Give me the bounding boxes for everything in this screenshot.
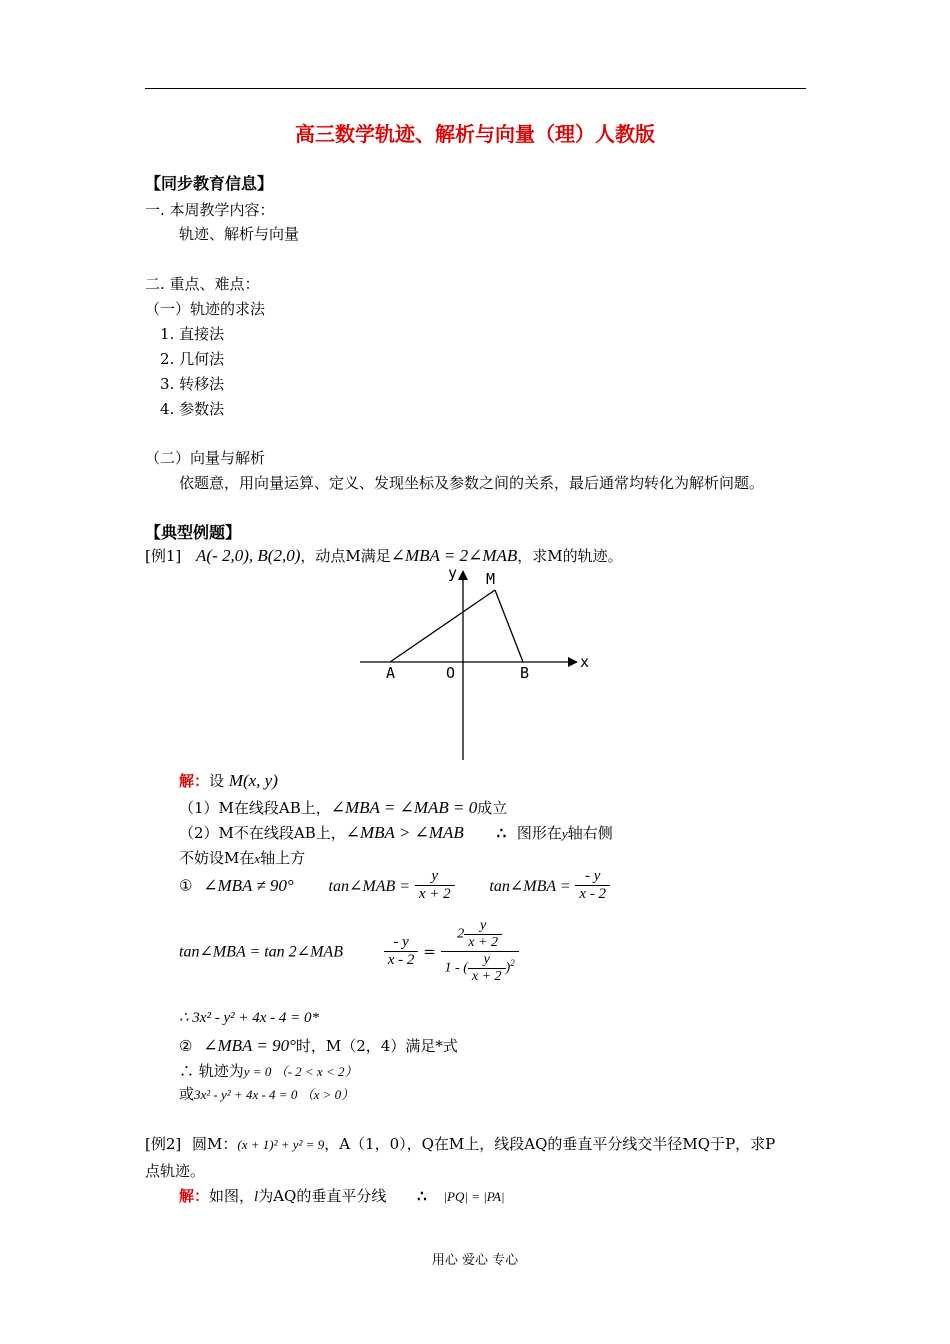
step2-expr: ∠MBA = 90° bbox=[203, 1036, 296, 1055]
x-label: x bbox=[580, 653, 590, 671]
method-item: 2. 几何法 bbox=[160, 350, 225, 368]
denominator: x - 2 bbox=[579, 886, 607, 902]
distance-expr: |PQ| = |PA| bbox=[443, 1189, 505, 1204]
example1-mid: ，动点M满足 bbox=[300, 547, 391, 565]
denominator: x - 2 bbox=[387, 952, 415, 968]
assume-var: x bbox=[254, 851, 261, 866]
double-angle-line bbox=[179, 918, 519, 985]
double-angle-expr: tan∠MBA = tan 2∠MAB bbox=[179, 943, 343, 961]
coefficient: 2 bbox=[457, 926, 465, 942]
y-label: y bbox=[448, 564, 458, 582]
compound-denominator bbox=[441, 952, 519, 985]
step2-post: 时，M（2，4）满足*式 bbox=[295, 1037, 458, 1055]
step1-mark: ① bbox=[179, 876, 193, 895]
case1-expr: ∠MBA = ∠MAB = 0 bbox=[330, 798, 478, 817]
equals-sign: = bbox=[423, 942, 436, 961]
compound-fraction bbox=[441, 918, 519, 985]
solution-label: 解： bbox=[179, 1187, 210, 1205]
example-label: [例1] bbox=[145, 547, 182, 565]
subheading-trajectory: （一）轨迹的求法 bbox=[145, 300, 266, 318]
numerator: - y bbox=[575, 868, 610, 886]
step2-mark: ② bbox=[179, 1037, 193, 1055]
fraction bbox=[384, 934, 419, 969]
solution1-set bbox=[179, 770, 278, 791]
item-key-points: 二. 重点、难点： bbox=[145, 275, 260, 293]
fraction bbox=[415, 868, 455, 903]
example2-line1 bbox=[145, 1133, 775, 1154]
assume-line bbox=[179, 847, 305, 868]
case1-line bbox=[179, 797, 507, 818]
vector-description: 依题意，用向量运算、定义、发现坐标及参数之间的关系，最后通常均转化为解析问题。 bbox=[179, 474, 765, 492]
method-item: 4. 参数法 bbox=[160, 400, 225, 418]
numerator: y bbox=[415, 868, 455, 886]
or-text: 或 bbox=[179, 1085, 195, 1103]
example2-text-a: 圆M： bbox=[192, 1135, 238, 1153]
den-suffix: ) bbox=[505, 960, 511, 976]
page-title: 高三数学轨迹、解析与向量（理）人教版 bbox=[295, 122, 655, 146]
case2-text: （2）M不在线段AB上， bbox=[179, 824, 346, 842]
denominator: x + 2 bbox=[418, 886, 451, 902]
case2-var: y bbox=[561, 826, 568, 841]
example1-tail: ，求M的轨迹。 bbox=[517, 547, 623, 565]
assume-text-a: 不妨设M在 bbox=[179, 849, 255, 867]
den-prefix: 1 - ( bbox=[444, 960, 468, 976]
condition-expr: ∠MBA = 2∠MAB bbox=[390, 546, 518, 565]
section-heading-sync: 【同步教育信息】 bbox=[145, 174, 274, 193]
fraction bbox=[464, 918, 502, 951]
assume-text-b: 轴上方 bbox=[260, 849, 306, 867]
method-item: 3. 转移法 bbox=[160, 375, 225, 393]
trajectory-text: ∴ 轨迹为 bbox=[179, 1062, 244, 1080]
result-equation: ∴ 3x² - y² + 4x - 4 = 0* bbox=[179, 1010, 319, 1026]
point-b-label: B bbox=[520, 664, 530, 682]
solution-label: 解： bbox=[179, 772, 210, 790]
therefore-symbol: ∴ bbox=[496, 824, 507, 842]
denominator: x + 2 bbox=[468, 935, 498, 950]
exponent: 2 bbox=[510, 958, 515, 969]
method-item: 1. 直接法 bbox=[160, 325, 225, 343]
step2-line bbox=[179, 1035, 458, 1056]
solution2-text-b: 为AQ的垂直平分线 bbox=[258, 1187, 387, 1205]
coordinate-figure bbox=[350, 560, 600, 765]
point-a-label: A bbox=[386, 664, 396, 682]
x-axis-arrow bbox=[568, 657, 578, 667]
top-rule bbox=[145, 88, 806, 89]
step1-expr: ∠MBA ≠ 90° bbox=[203, 875, 294, 895]
trajectory-line bbox=[179, 1060, 357, 1081]
solution2-line bbox=[179, 1185, 505, 1206]
set-text: 设 bbox=[209, 772, 225, 790]
denominator: x + 2 bbox=[471, 969, 502, 984]
segment-am bbox=[390, 590, 495, 662]
tan-mba-expr: tan∠MBA = bbox=[489, 877, 571, 895]
numerator: y bbox=[464, 918, 502, 935]
example2-line2: 点轨迹。 bbox=[145, 1162, 206, 1180]
point-m-label: M bbox=[486, 570, 496, 588]
fraction bbox=[468, 952, 506, 985]
case1-text: （1）M在线段AB上， bbox=[179, 799, 331, 817]
origin-label: O bbox=[446, 664, 456, 682]
tan-mab-expr: tan∠MAB = bbox=[328, 877, 411, 895]
solution2-text-a: 如图， bbox=[209, 1187, 255, 1205]
points-expr: A(- 2,0), B(2,0) bbox=[196, 546, 301, 565]
fraction bbox=[575, 868, 610, 903]
therefore-symbol: ∴ bbox=[417, 1187, 427, 1205]
case2-expr: ∠MBA > ∠MAB bbox=[345, 823, 464, 842]
numerator: y bbox=[468, 952, 506, 969]
circle-expr: (x + 1)² + y² = 9 bbox=[237, 1137, 325, 1152]
section-heading-examples: 【典型例题】 bbox=[145, 523, 242, 542]
numerator: - y bbox=[384, 934, 419, 952]
segment-mb bbox=[495, 590, 523, 662]
case2-line bbox=[179, 822, 613, 843]
y-axis-arrow bbox=[458, 570, 468, 580]
case1-post: 成立 bbox=[477, 799, 508, 817]
example2-text-b: ，A（1，0），Q在M上，线段AQ的垂直平分线交半径MQ于P，求P bbox=[324, 1135, 776, 1153]
case2-post-b: 轴右侧 bbox=[567, 824, 613, 842]
step1-line bbox=[179, 868, 610, 903]
or-line bbox=[179, 1083, 354, 1104]
item-teaching-content-text: 轨迹、解析与向量 bbox=[179, 225, 300, 243]
example-label: [例2] bbox=[145, 1135, 182, 1153]
or-expr: 3x² - y² + 4x - 4 = 0 （x > 0） bbox=[194, 1087, 355, 1102]
compound-numerator bbox=[441, 918, 519, 952]
item-teaching-content: 一. 本周教学内容： bbox=[145, 201, 275, 219]
point-expr: M(x, y) bbox=[228, 771, 278, 790]
case2-post-a: 图形在 bbox=[516, 824, 562, 842]
page-footer: 用心 爱心 专心 bbox=[431, 1253, 519, 1268]
line-var: l bbox=[254, 1189, 259, 1205]
trajectory-expr: y = 0 （- 2 < x < 2） bbox=[243, 1064, 358, 1079]
subheading-vector: （二）向量与解析 bbox=[145, 449, 266, 467]
